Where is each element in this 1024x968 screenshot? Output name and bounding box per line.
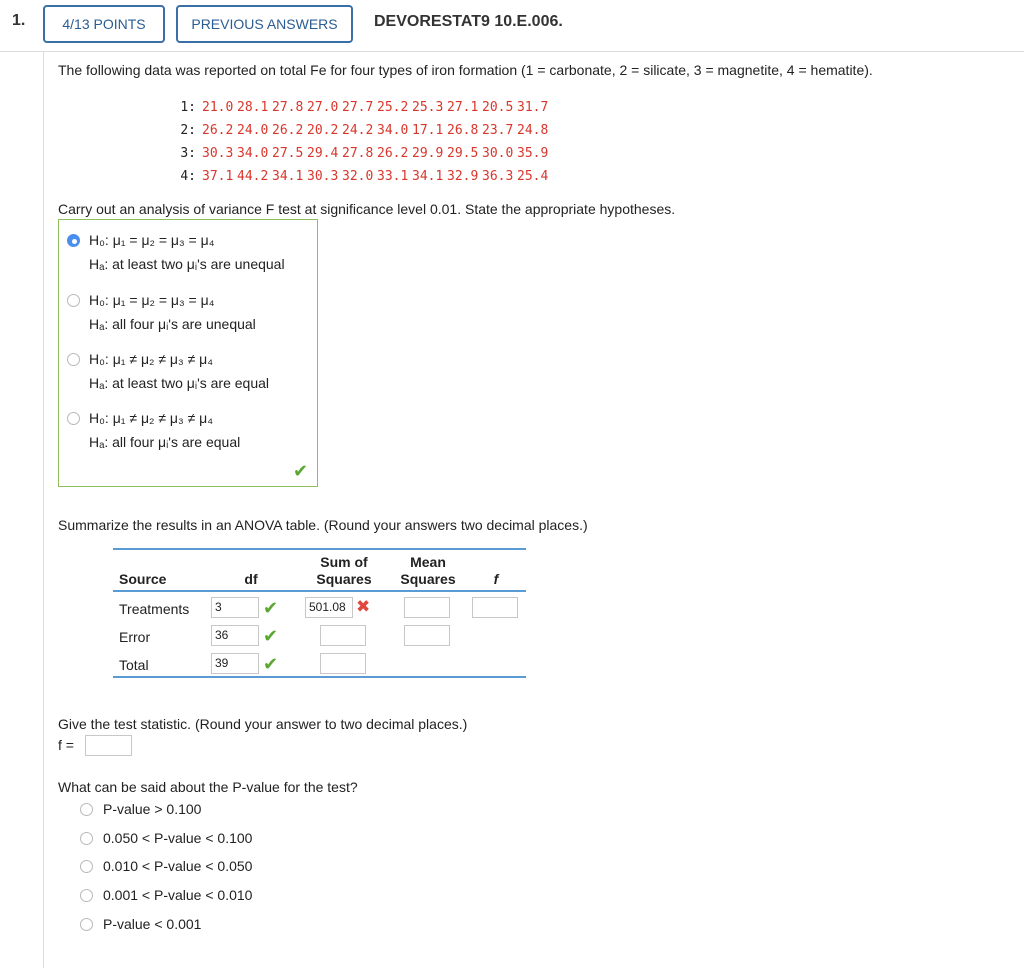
- data-row-label: 4:: [180, 169, 196, 184]
- data-value: 20.5: [482, 100, 514, 115]
- data-value: 29.4: [307, 146, 339, 161]
- data-row: [166, 96, 552, 119]
- hypothesis-option-3[interactable]: [59, 349, 317, 401]
- question-number: 1.: [12, 12, 26, 29]
- hypothesis-ha: Hₐ: at least two μᵢ's are equal: [89, 375, 270, 391]
- pvalue-option-label: 0.010 < P-value < 0.050: [103, 858, 253, 874]
- left-divider: [43, 52, 44, 968]
- data-value: 25.3: [412, 100, 444, 115]
- header-df: df: [244, 571, 258, 587]
- row-treatments-label: Treatments: [119, 601, 190, 617]
- data-row-label: 2:: [180, 123, 196, 138]
- radio-icon[interactable]: [80, 860, 93, 873]
- data-value: 34.1: [412, 169, 444, 184]
- row-total-label: Total: [119, 657, 149, 673]
- data-value: 24.8: [517, 123, 549, 138]
- data-value: 31.7: [517, 100, 549, 115]
- row-error-label: Error: [119, 629, 151, 645]
- data-value: 27.7: [342, 100, 374, 115]
- treatments-ms-input[interactable]: [404, 597, 450, 618]
- radio-icon[interactable]: [80, 918, 93, 931]
- data-value: 26.2: [272, 123, 304, 138]
- data-value: 37.1: [202, 169, 234, 184]
- radio-selected-icon[interactable]: [67, 234, 80, 247]
- hypothesis-ha: Hₐ: at least two μᵢ's are unequal: [89, 256, 285, 272]
- data-value: 34.0: [377, 123, 409, 138]
- hypothesis-h0: H₀: μ₁ = μ₂ = μ₃ = μ₄: [89, 292, 215, 308]
- header-f: f: [493, 571, 499, 587]
- assignment-code: DEVORESTAT9 10.E.006.: [374, 13, 563, 30]
- radio-icon[interactable]: [80, 889, 93, 902]
- data-value: 36.3: [482, 169, 514, 184]
- data-row: [166, 119, 552, 142]
- test-statistic-label: f =: [58, 737, 74, 753]
- data-table: [166, 96, 552, 188]
- test-statistic-input[interactable]: [85, 735, 132, 756]
- data-value: 23.7: [482, 123, 514, 138]
- total-ss-input[interactable]: [320, 653, 366, 674]
- data-value: 21.0: [202, 100, 234, 115]
- data-value: 30.0: [482, 146, 514, 161]
- data-value: 20.2: [307, 123, 339, 138]
- pvalue-option-label: 0.001 < P-value < 0.010: [103, 887, 253, 903]
- hypothesis-h0: H₀: μ₁ = μ₂ = μ₃ = μ₄: [89, 232, 215, 248]
- previous-answers-button[interactable]: PREVIOUS ANSWERS: [176, 5, 353, 43]
- hypothesis-h0: H₀: μ₁ ≠ μ₂ ≠ μ₃ ≠ μ₄: [89, 351, 213, 367]
- anova-top-rule: [113, 548, 526, 550]
- header-source: Source: [119, 571, 167, 587]
- data-value: 27.8: [272, 100, 304, 115]
- header-sum-of-squares: Sum of Squares: [316, 554, 372, 587]
- hypothesis-h0: H₀: μ₁ ≠ μ₂ ≠ μ₃ ≠ μ₄: [89, 410, 213, 426]
- data-row: [166, 142, 552, 165]
- correct-check-icon: ✔: [263, 654, 279, 674]
- data-value: 27.1: [447, 100, 479, 115]
- data-value: 25.2: [377, 100, 409, 115]
- correct-check-icon: ✔: [263, 598, 279, 618]
- data-value: 30.3: [202, 146, 234, 161]
- hypotheses-instruction: Carry out an analysis of variance F test at significance level 0.01. State the appropriate hypotheses.: [58, 201, 676, 217]
- data-row-label: 1:: [180, 100, 196, 115]
- data-value: 27.8: [342, 146, 374, 161]
- data-value: 24.0: [237, 123, 269, 138]
- data-value: 44.2: [237, 169, 269, 184]
- pvalue-option-label: P-value < 0.001: [103, 916, 202, 932]
- data-row: [166, 165, 552, 188]
- total-df-input[interactable]: 39: [211, 653, 259, 674]
- radio-icon[interactable]: [67, 412, 80, 425]
- hypothesis-option-1[interactable]: [59, 230, 317, 282]
- data-value: 26.8: [447, 123, 479, 138]
- data-value: 29.5: [447, 146, 479, 161]
- radio-icon[interactable]: [80, 803, 93, 816]
- hypothesis-ha: Hₐ: all four μᵢ's are unequal: [89, 316, 256, 332]
- error-ss-input[interactable]: [320, 625, 366, 646]
- data-value: 34.1: [272, 169, 304, 184]
- data-value: 24.2: [342, 123, 374, 138]
- points-button[interactable]: 4/13 POINTS: [43, 5, 165, 43]
- anova-bottom-rule: [113, 676, 526, 678]
- data-value: 26.2: [202, 123, 234, 138]
- data-value: 26.2: [377, 146, 409, 161]
- treatments-f-input[interactable]: [472, 597, 518, 618]
- hypothesis-option-2[interactable]: [59, 290, 317, 342]
- data-value: 32.0: [342, 169, 374, 184]
- radio-icon[interactable]: [80, 832, 93, 845]
- data-value: 27.5: [272, 146, 304, 161]
- incorrect-x-icon: ✖: [356, 597, 371, 616]
- correct-check-icon: ✔: [263, 626, 279, 646]
- radio-icon[interactable]: [67, 294, 80, 307]
- treatments-ss-input[interactable]: 501.08: [305, 597, 353, 618]
- data-value: 29.9: [412, 146, 444, 161]
- data-value: 28.1: [237, 100, 269, 115]
- header-mean-squares: Mean Squares: [400, 554, 456, 587]
- hypothesis-ha: Hₐ: all four μᵢ's are equal: [89, 434, 241, 450]
- pvalue-option-label: P-value > 0.100: [103, 801, 202, 817]
- data-value: 32.9: [447, 169, 479, 184]
- data-value: 35.9: [517, 146, 549, 161]
- anova-instruction: Summarize the results in an ANOVA table. (Round your answers two decimal places.): [58, 517, 588, 533]
- data-value: 17.1: [412, 123, 444, 138]
- correct-check-icon: ✔: [293, 461, 309, 481]
- error-ms-input[interactable]: [404, 625, 450, 646]
- data-value: 25.4: [517, 169, 549, 184]
- error-df-input[interactable]: 36: [211, 625, 259, 646]
- question-intro: The following data was reported on total Fe for four types of iron formation (1 = carbonate, 2 = silicate, 3 = magnetite, 4 = hematite).: [58, 62, 873, 78]
- pvalue-question: What can be said about the P-value for the test?: [58, 779, 358, 795]
- question-header: [0, 0, 1024, 52]
- data-row-label: 3:: [180, 146, 196, 161]
- pvalue-option-label: 0.050 < P-value < 0.100: [103, 830, 253, 846]
- data-value: 33.1: [377, 169, 409, 184]
- data-value: 30.3: [307, 169, 339, 184]
- hypotheses-options-box: [58, 219, 318, 487]
- data-value: 34.0: [237, 146, 269, 161]
- radio-icon[interactable]: [67, 353, 80, 366]
- test-statistic-instruction: Give the test statistic. (Round your answer to two decimal places.): [58, 716, 468, 732]
- hypothesis-option-4[interactable]: [59, 408, 317, 460]
- anova-header-rule: [113, 590, 526, 592]
- treatments-df-input[interactable]: 3: [211, 597, 259, 618]
- data-value: 27.0: [307, 100, 339, 115]
